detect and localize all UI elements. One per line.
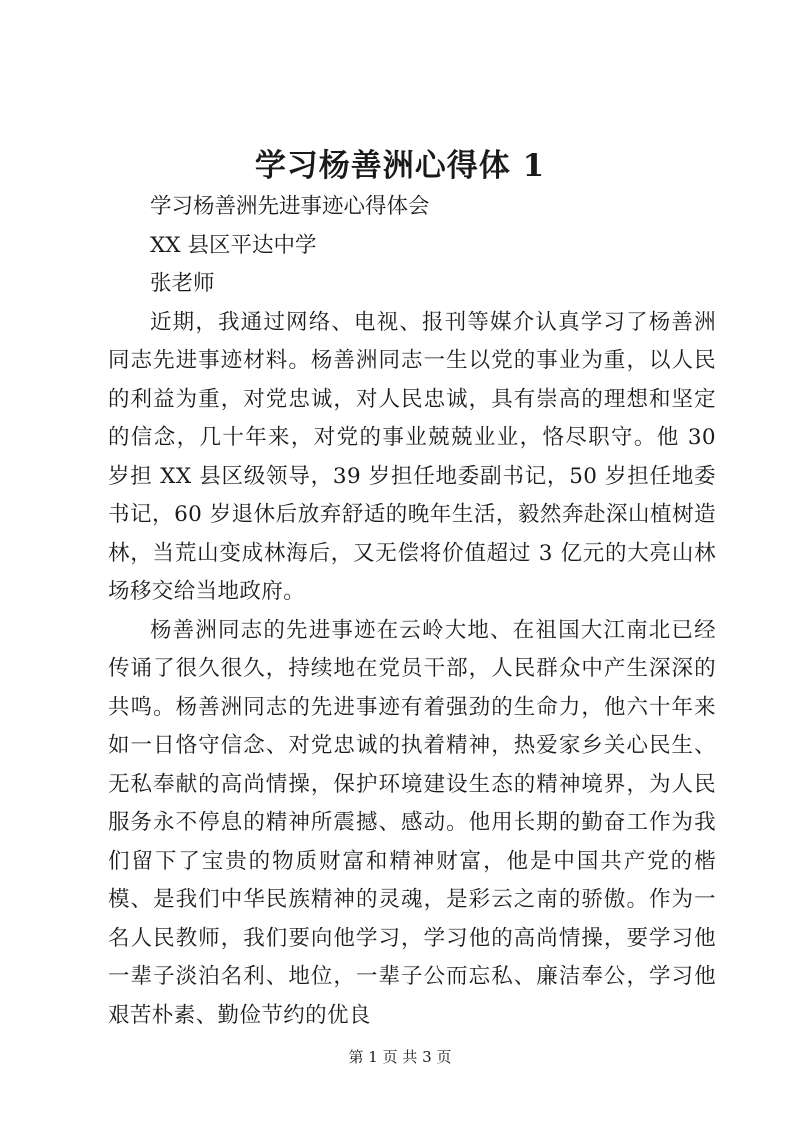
- paragraph: 近期，我通过网络、电视、报刊等媒介认真学习了杨善洲同志先进事迹材料。杨善洲同志一生以党的事业为重，以人民的利益为重，对党忠诚，对人民忠诚，具有崇高的理想和坚定的信念，几十年来，对党的事业兢兢业业，恪尽职守。他 30 岁担 XX 县区级领导，39 岁担任地委副书记，50 岁担任地委书记，60 岁退休后放弃舒适的晚年生活，毅然奔赴深山植树造林，当荒山变成林海后，又无偿将价值超过 3 亿元的大亮山林场移交给当地政府。: [108, 309, 716, 604]
- author-line: 张老师: [150, 271, 215, 296]
- page-footer: 第 1 页 共 3 页: [348, 1048, 452, 1066]
- subtitle-line: 学习杨善洲先进事迹心得体会: [150, 194, 430, 219]
- school-line: XX 县区平达中学: [150, 232, 317, 258]
- document-title: 学习杨善洲心得体 1: [254, 148, 546, 184]
- document-body: [108, 188, 716, 1035]
- paragraph: 杨善洲同志的先进事迹在云岭大地、在祖国大江南北已经传诵了很久很久，持续地在党员干部，人民群众中产生深深的共鸣。杨善洲同志的先进事迹有着强劲的生命力，他六十年来如一日恪守信念、对党忠诚的执着精神，热爱家乡关心民生、无私奉献的高尚情操，保护环境建设生态的精神境界，为人民服务永不停息的精神所震撼、感动。他用长期的勤奋工作为我们留下了宝贵的物质财富和精神财富，他是中国共产党的楷模、是我们中华民族精神的灵魂，是彩云之南的骄傲。作为一名人民教师，我们要向他学习，学习他的高尚情操，要学习他一辈子淡泊名利、地位，一辈子公而忘私、廉洁奉公，学习他艰苦朴素、勤俭节约的优良: [108, 617, 716, 1028]
